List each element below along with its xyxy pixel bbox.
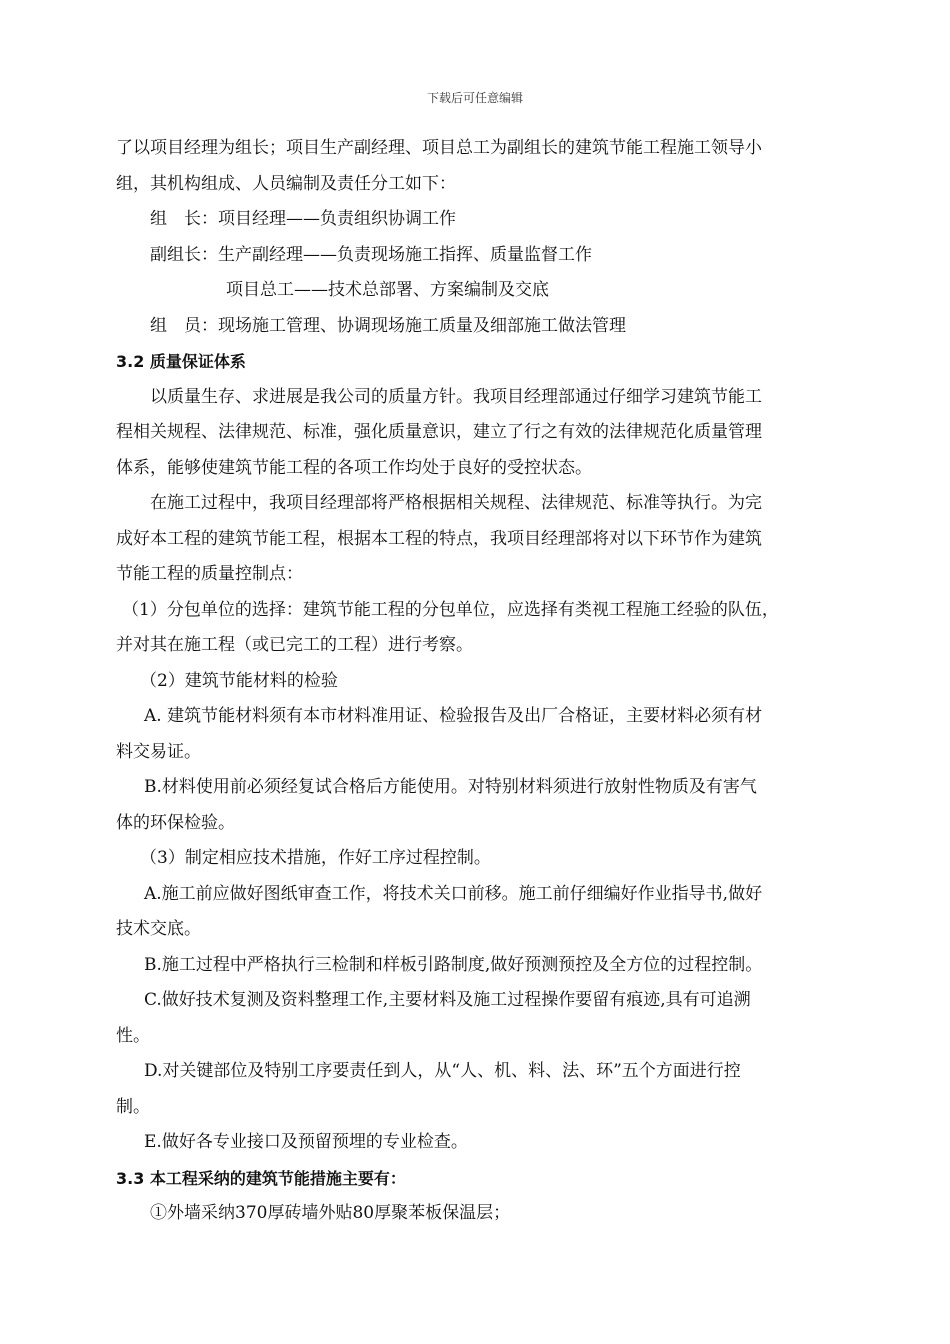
text-line: 程相关规程、法律规范、标准，强化质量意识，建立了行之有效的法律规范化质量管理	[116, 422, 762, 442]
text-line: （2）建筑节能材料的检验	[140, 670, 338, 691]
text-line: （1）分包单位的选择：建筑节能工程的分包单位，应选择有类视工程施工经验的队伍，	[122, 599, 779, 620]
text-line: ①外墙采纳370厚砖墙外贴80厚聚苯板保温层；	[150, 1203, 511, 1223]
document-body	[116, 131, 854, 1232]
section-heading: 3.2 质量保证体系	[116, 352, 246, 371]
text-line: 制。	[116, 1096, 150, 1117]
page-header: 下载后可任意编辑	[426, 91, 523, 105]
text-line: 项目总工——技术总部署、方案编制及交底	[226, 280, 549, 300]
text-line: 性。	[116, 1025, 150, 1046]
text-line: 副组长：生产副经理——负责现场施工指挥、质量监督工作	[150, 244, 592, 265]
text-line: 并对其在施工程（或已完工的工程）进行考察。	[116, 635, 473, 655]
text-line: 了以项目经理为组长；项目生产副经理、项目总工为副组长的建筑节能工程施工领导小	[116, 138, 762, 158]
text-line: B.材料使用前必须经复试合格后方能使用。对特别材料须进行放射性物质及有害气	[144, 777, 757, 797]
text-line: 在施工过程中，我项目经理部将严格根据相关规程、法律规范、标准等执行。为完	[150, 493, 762, 513]
text-line: A.施工前应做好图纸审查工作，将技术关口前移。施工前仔细编好作业指导书,做好	[144, 883, 763, 904]
text-line: 成好本工程的建筑节能工程，根据本工程的特点，我项目经理部将对以下环节作为建筑	[116, 528, 762, 549]
text-line: D.对关键部位及特别工序要责任到人，从“人、机、料、法、环”五个方面进行控	[144, 1061, 741, 1081]
text-line: 以质量生存、求进展是我公司的质量方针。我项目经理部通过仔细学习建筑节能工	[150, 386, 762, 407]
text-line: 组，其机构组成、人员编制及责任分工如下：	[116, 173, 456, 194]
text-line: 体系，能够使建筑节能工程的各项工作均处于良好的受控状态。	[116, 457, 592, 478]
text-line: 技术交底。	[116, 919, 201, 939]
text-line: 节能工程的质量控制点：	[116, 564, 303, 584]
text-line: 组 员：现场施工管理、协调现场施工质量及细部施工做法管理	[150, 315, 626, 336]
text-line: E.做好各专业接口及预留预埋的专业检查。	[144, 1132, 468, 1152]
text-line: B.施工过程中严格执行三检制和样板引路制度,做好预测预控及全方位的过程控制。	[144, 954, 763, 975]
text-line: 体的环保检验。	[116, 812, 235, 833]
text-line: （3）制定相应技术措施，作好工序过程控制。	[140, 848, 491, 868]
text-line: 料交易证。	[116, 741, 201, 762]
section-heading: 3.3 本工程采纳的建筑节能措施主要有：	[116, 1168, 406, 1188]
text-line: C.做好技术复测及资料整理工作,主要材料及施工过程操作要留有痕迹,具有可追溯	[144, 990, 751, 1010]
text-line: A. 建筑节能材料须有本市材料准用证、检验报告及出厂合格证，主要材料必须有材	[144, 706, 763, 726]
text-line: 组 长：项目经理——负责组织协调工作	[150, 209, 456, 229]
